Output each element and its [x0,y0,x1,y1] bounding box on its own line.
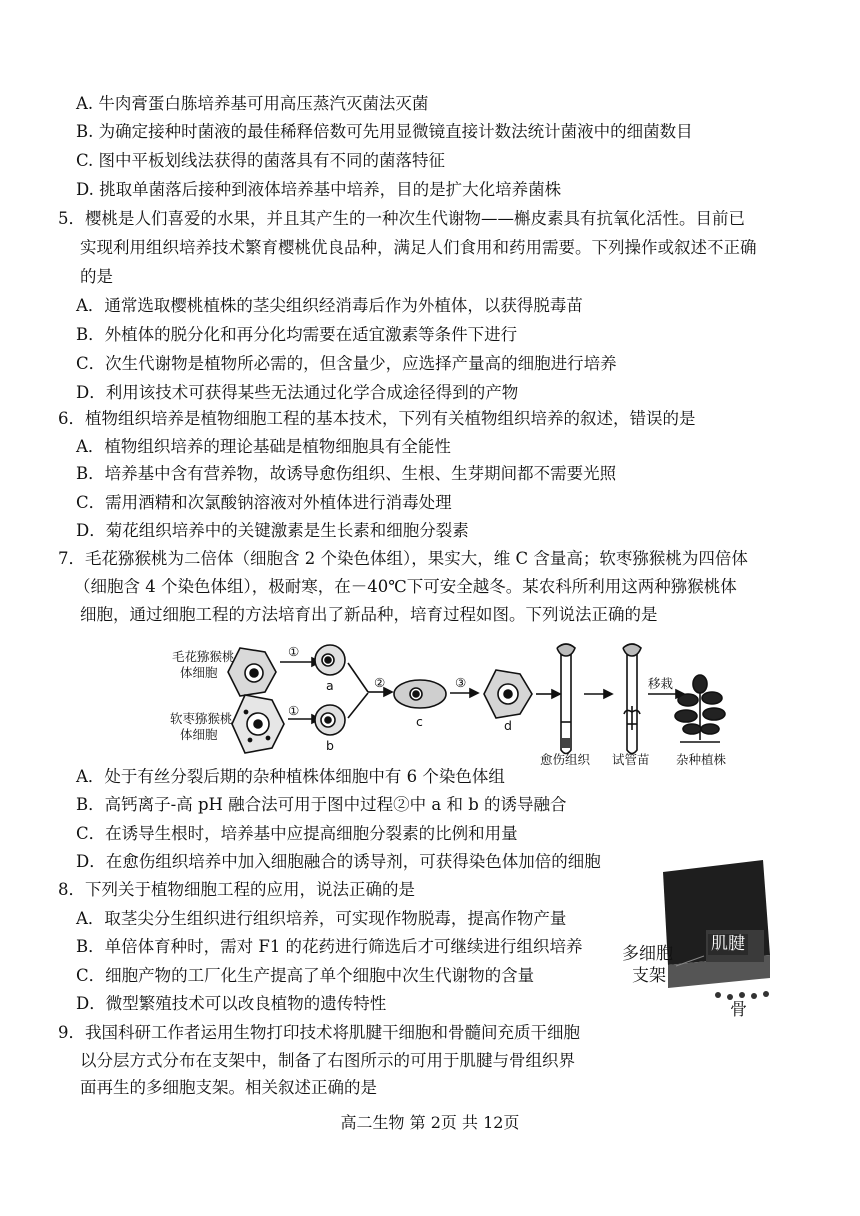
q8-option-b: B．单倍体育种时，需对 F1 的花药进行筛选后才可继续进行组织培养 [76,937,583,956]
q8-option-c: C．细胞产物的工厂化生产提高了单个细胞中次生代谢物的含量 [76,966,535,985]
q5-option-b: B．外植体的脱分化和再分化均需要在适宜激素等条件下进行 [76,325,518,344]
label-a: a [326,678,334,693]
step2-marker: ② [374,675,386,690]
q4-option-a: A. 牛肉膏蛋白胨培养基可用高压蒸汽灭菌法灭菌 [76,94,429,113]
q6-option-a: A．植物组织培养的理论基础是植物细胞具有全能性 [76,437,451,456]
label-maohua-line2: 体细胞 [180,665,218,680]
q8-option-a: A．取茎尖分生组织进行组织培养，可实现作物脱毒，提高作物产量 [76,909,567,928]
q6-stem: 6．植物组织培养是植物细胞工程的基本技术，下列有关植物组织培养的叙述，错误的是 [58,409,696,428]
label-hybrid-plant: 杂种植株 [676,752,727,767]
q5-stem-line1: 5．樱桃是人们喜爱的水果，并且其产生的一种次生代谢物——槲皮素具有抗氧化活性。目前已 [58,209,745,228]
q6-option-d: D．菊花组织培养中的关键激素是生长素和细胞分裂素 [76,521,469,540]
step3-marker: ③ [455,675,467,690]
q7-stem-line3: 细胞，通过细胞工程的方法培育出了新品种，培育过程如图。下列说法正确的是 [80,605,658,624]
q6-option-c: C．需用酒精和次氯酸钠溶液对外植体进行消毒处理 [76,493,452,512]
q9-stem-line1: 9．我国科研工作者运用生物打印技术将肌腱干细胞和骨髓间充质干细胞 [58,1023,580,1042]
label-scaffold-line1: 多细胞 [622,944,673,964]
step1-marker-top: ① [288,644,300,659]
label-tendon: 肌腱 [708,934,748,955]
q7-option-d: D．在愈伤组织培养中加入细胞融合的诱导剂，可获得染色体加倍的细胞 [76,852,601,871]
q4-option-c: C. 图中平板划线法获得的菌落具有不同的菌落特征 [76,151,446,170]
q7-option-c: C．在诱导生根时，培养基中应提高细胞分裂素的比例和用量 [76,824,518,843]
page-footer: 高二生物 第 2页 共 12页 [340,1113,520,1132]
label-seedling: 试管苗 [612,752,650,767]
q5-option-d: D．利用该技术可获得某些无法通过化学合成途径得到的产物 [76,383,519,402]
q7-option-a: A．处于有丝分裂后期的杂种植株体细胞中有 6 个染色体组 [76,767,505,786]
q9-stem-line3: 面再生的多细胞支架。相关叙述正确的是 [80,1078,377,1097]
label-transplant: 移栽 [648,676,674,691]
q7-stem-line1: 7．毛花猕猴桃为二倍体（细胞含 2 个染色体组），果实大，维 C 含量高；软枣猕猴桃为四倍体 [58,549,748,568]
label-ruanzao-line1: 软枣猕猴桃 [170,711,233,726]
label-ruanzao-line2: 体细胞 [180,727,218,742]
q8-stem: 8．下列关于植物细胞工程的应用，说法正确的是 [58,880,415,899]
label-c: c [416,714,423,729]
q5-stem-line2: 实现利用组织培养技术繁育樱桃优良品种，满足人们食用和药用需要。下列操作或叙述不正确 [80,238,757,257]
q7-stem-line2: （细胞含 4 个染色体组），极耐寒，在－40℃下可安全越冬。某农科所利用这两种猕猴桃体 [74,577,737,596]
label-callus: 愈伤组织 [540,752,591,767]
q5-stem-line3: 的是 [80,267,113,286]
label-b: b [326,738,334,753]
label-d: d [504,718,512,733]
label-bone: 骨 [730,1000,747,1020]
q4-option-b: B. 为确定接种时菌液的最佳稀释倍数可先用显微镜直接计数法统计菌液中的细菌数目 [76,122,693,141]
q8-option-d: D．微型繁殖技术可以改良植物的遗传特性 [76,994,387,1013]
label-maohua-line1: 毛花猕猴桃 [172,649,235,664]
seedling-test-tube [627,652,637,754]
q5-option-a: A．通常选取樱桃植株的茎尖组织经消毒后作为外植体，以获得脱毒苗 [76,296,583,315]
q7-option-b: B．高钙离子-高 pH 融合法可用于图中过程②中 a 和 b 的诱导融合 [76,795,567,814]
label-scaffold-line2: 支架 [632,966,666,986]
q6-option-b: B．培养基中含有营养物，故诱导愈伤组织、生根、生芽期间都不需要光照 [76,464,617,483]
q9-stem-line2: 以分层方式分布在支架中，制备了右图所示的可用于肌腱与骨组织界 [80,1051,575,1070]
q5-option-c: C．次生代谢物是植物所必需的，但含量少，应选择产量高的细胞进行培养 [76,354,617,373]
step1-marker-bottom: ① [288,703,300,718]
scaffold-figure [663,860,770,1000]
q4-option-d: D. 挑取单菌落后接种到液体培养基中培养，目的是扩大化培养菌株 [76,180,562,199]
hybrid-plant-icon [675,675,725,742]
